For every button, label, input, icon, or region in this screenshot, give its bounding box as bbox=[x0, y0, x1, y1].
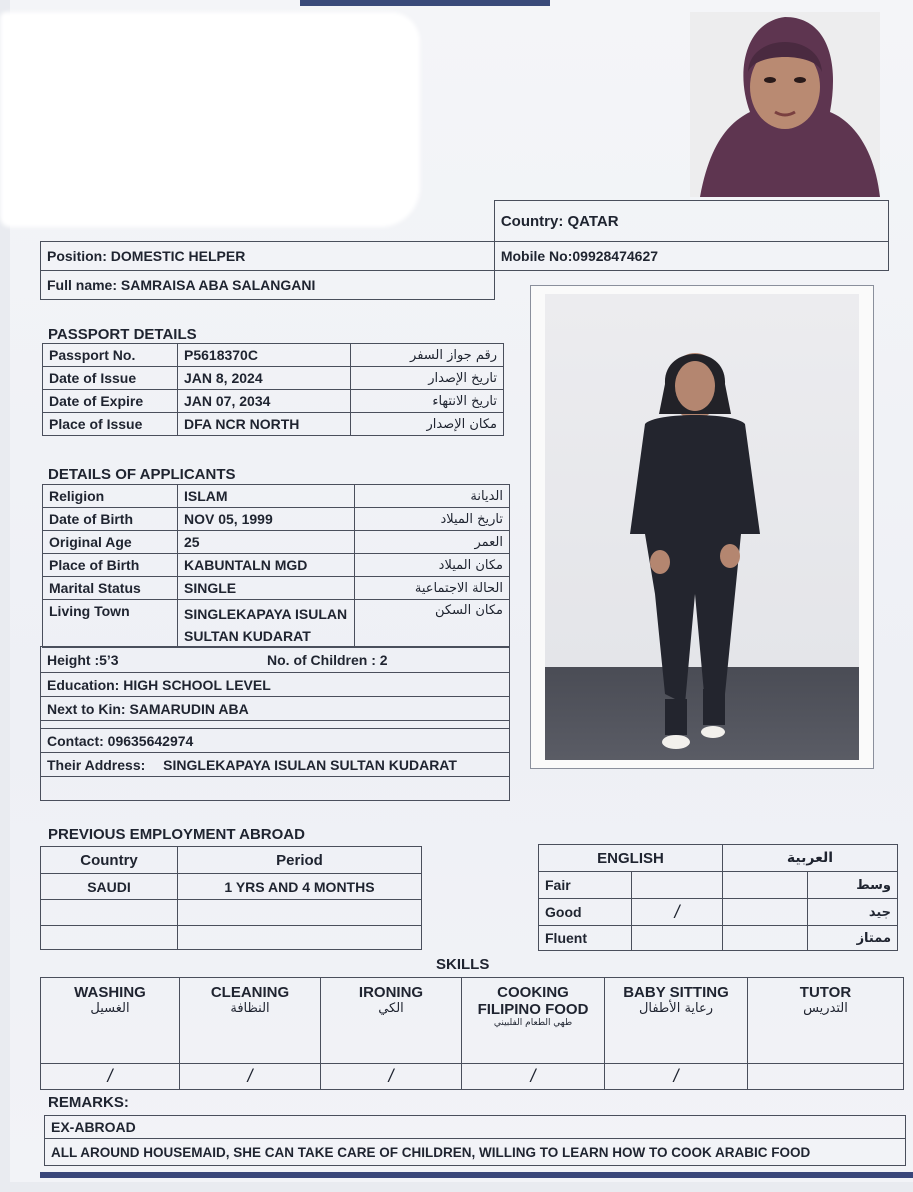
passport-value: DFA NCR NORTH bbox=[178, 413, 351, 436]
skill-label: IRONING bbox=[358, 984, 424, 1001]
table-row bbox=[43, 413, 504, 436]
table-row bbox=[41, 647, 510, 673]
employment-period bbox=[178, 900, 422, 926]
table-row bbox=[41, 900, 422, 926]
applicant-arabic: الحالة الاجتماعية bbox=[355, 577, 510, 600]
fullname-value: SAMRAISA ABA SALANGANI bbox=[120, 277, 316, 294]
skill-arabic: الغسيل bbox=[90, 1001, 130, 1016]
skills-table bbox=[40, 977, 904, 1090]
table-row bbox=[43, 367, 504, 390]
skill-arabic: الكي bbox=[378, 1001, 404, 1016]
applicant-extra-table bbox=[40, 646, 510, 801]
passport-arabic: تاريخ الانتهاء bbox=[351, 390, 504, 413]
language-level-arabic: وسط bbox=[808, 872, 898, 899]
skill-baby-sitting bbox=[605, 978, 748, 1064]
language-level-label: Fluent bbox=[539, 926, 632, 951]
country-label: Country: bbox=[500, 212, 564, 230]
table-row bbox=[45, 1116, 906, 1139]
remarks-title: REMARKS: bbox=[48, 1094, 129, 1111]
table-row bbox=[43, 485, 510, 508]
skill-mark: / bbox=[321, 1064, 462, 1090]
position-cell bbox=[41, 242, 495, 271]
skill-washing bbox=[41, 978, 180, 1064]
skills-title: SKILLS bbox=[436, 956, 490, 973]
living-town-value bbox=[178, 600, 355, 648]
headshot-photo bbox=[690, 12, 880, 197]
employment-table bbox=[40, 846, 422, 950]
full-body-photo bbox=[530, 285, 874, 769]
employment-period: 1 YRS AND 4 MONTHS bbox=[178, 874, 422, 900]
applicant-value: KABUNTALN MGD bbox=[178, 554, 355, 577]
language-level-arabic: ممتاز bbox=[808, 926, 898, 951]
language-table bbox=[538, 844, 898, 951]
applicant-value: SINGLE bbox=[178, 577, 355, 600]
applicant-label: Place of Birth bbox=[43, 554, 178, 577]
language-mark bbox=[632, 872, 723, 899]
passport-label: Date of Issue bbox=[43, 367, 178, 390]
skill-label: CLEANING bbox=[210, 984, 290, 1001]
employment-country bbox=[41, 900, 178, 926]
applicant-arabic: العمر bbox=[355, 531, 510, 554]
passport-arabic: مكان الإصدار bbox=[351, 413, 504, 436]
applicant-arabic: الديانة bbox=[355, 485, 510, 508]
passport-label: Passport No. bbox=[43, 344, 178, 367]
table-row bbox=[539, 926, 898, 951]
skill-mark: / bbox=[41, 1064, 180, 1090]
contact-value: Contact: 09635642974 bbox=[41, 729, 510, 753]
passport-details-title: PASSPORT DETAILS bbox=[48, 326, 197, 343]
applicant-arabic: مكان الميلاد bbox=[355, 554, 510, 577]
redacted-area bbox=[0, 12, 420, 227]
skill-arabic: رعاية الأطفال bbox=[638, 1001, 714, 1016]
living-town-line1: SINGLEKAPAYA ISULAN bbox=[184, 606, 348, 622]
passport-arabic: رقم جواز السفر bbox=[351, 344, 504, 367]
language-level-arabic: جيد bbox=[808, 899, 898, 926]
skill-label-line2: FILIPINO FOOD bbox=[477, 1001, 589, 1018]
table-row bbox=[539, 845, 898, 872]
address-value: SINGLEKAPAYA ISULAN SULTAN KUDARAT bbox=[163, 756, 457, 773]
table-row bbox=[41, 874, 422, 900]
table-row bbox=[41, 673, 510, 697]
children-value: No. of Children : 2 bbox=[261, 647, 510, 673]
passport-value: JAN 07, 2034 bbox=[178, 390, 351, 413]
skill-tutor bbox=[748, 978, 904, 1064]
table-row bbox=[43, 600, 510, 648]
table-row bbox=[41, 1064, 904, 1090]
living-town-line2: SULTAN KUDARAT bbox=[184, 628, 311, 644]
next-to-kin-value: Next to Kin: SAMARUDIN ABA bbox=[41, 697, 510, 721]
passport-arabic: تاريخ الإصدار bbox=[351, 367, 504, 390]
applicant-label: Marital Status bbox=[43, 577, 178, 600]
skill-label: COOKING bbox=[497, 984, 569, 1001]
skill-ironing bbox=[321, 978, 462, 1064]
english-header: ENGLISH bbox=[539, 845, 723, 872]
bottom-edge-bar bbox=[40, 1172, 913, 1178]
skill-label: BABY SITTING bbox=[623, 984, 729, 1001]
table-row bbox=[43, 344, 504, 367]
table-row bbox=[539, 899, 898, 926]
table-row bbox=[41, 847, 422, 874]
arabic-header: العربية bbox=[723, 845, 898, 872]
skill-mark bbox=[748, 1064, 904, 1090]
table-row bbox=[41, 729, 510, 753]
employment-country: SAUDI bbox=[41, 874, 178, 900]
fullname-label: Full name: bbox=[47, 277, 118, 294]
language-level-label: Good bbox=[539, 899, 632, 926]
table-row bbox=[41, 753, 510, 777]
employment-country bbox=[41, 926, 178, 950]
table-row bbox=[45, 1139, 906, 1166]
address-cell bbox=[41, 753, 510, 777]
skill-cooking bbox=[462, 978, 605, 1064]
skill-label: TUTOR bbox=[799, 984, 852, 1001]
education-value: Education: HIGH SCHOOL LEVEL bbox=[41, 673, 510, 697]
mobile-label: Mobile No: bbox=[500, 248, 573, 265]
remarks-table bbox=[44, 1115, 906, 1166]
applicant-value: NOV 05, 1999 bbox=[178, 508, 355, 531]
position-label: Position: bbox=[47, 248, 107, 265]
applicant-label: Religion bbox=[43, 485, 178, 508]
mobile-cell bbox=[494, 242, 888, 271]
employment-period bbox=[178, 926, 422, 950]
table-row bbox=[43, 554, 510, 577]
skill-arabic: طهي الطعام الفلبيني bbox=[493, 1018, 573, 1028]
address-label: Their Address: bbox=[47, 756, 146, 773]
table-row bbox=[43, 577, 510, 600]
passport-table bbox=[42, 343, 504, 436]
applicant-details-title: DETAILS OF APPLICANTS bbox=[48, 466, 236, 483]
applicant-arabic: تاريخ الميلاد bbox=[355, 508, 510, 531]
skill-arabic: النظافة bbox=[230, 1001, 270, 1016]
skill-mark: / bbox=[462, 1064, 605, 1090]
table-row bbox=[41, 926, 422, 950]
skill-label: WASHING bbox=[74, 984, 146, 1001]
remarks-line-1: EX-ABROAD bbox=[45, 1116, 906, 1139]
remarks-line-2: ALL AROUND HOUSEMAID, SHE CAN TAKE CARE OF CHILDREN, WILLING TO LEARN HOW TO COOK ARABIC FOOD bbox=[45, 1139, 906, 1166]
language-mark bbox=[632, 926, 723, 951]
height-value: Height :5’3 bbox=[41, 647, 262, 673]
skill-mark: / bbox=[605, 1064, 748, 1090]
applicant-table bbox=[42, 484, 510, 648]
employment-col-period: Period bbox=[178, 847, 422, 874]
passport-label: Place of Issue bbox=[43, 413, 178, 436]
language-level-label: Fair bbox=[539, 872, 632, 899]
table-row bbox=[41, 697, 510, 721]
skill-mark: / bbox=[180, 1064, 321, 1090]
country-value: QATAR bbox=[567, 212, 619, 230]
skill-cleaning bbox=[180, 978, 321, 1064]
passport-value: JAN 8, 2024 bbox=[178, 367, 351, 390]
top-edge-bar bbox=[300, 0, 550, 6]
fullname-cell bbox=[41, 271, 495, 300]
table-row bbox=[539, 872, 898, 899]
applicant-label: Living Town bbox=[43, 600, 178, 648]
table-row bbox=[43, 390, 504, 413]
passport-value: P5618370C bbox=[178, 344, 351, 367]
language-mark: / bbox=[632, 899, 723, 926]
position-value: DOMESTIC HELPER bbox=[110, 248, 246, 265]
table-row bbox=[41, 978, 904, 1064]
mobile-value: 09928474627 bbox=[572, 248, 659, 265]
country-cell bbox=[494, 201, 888, 242]
passport-label: Date of Expire bbox=[43, 390, 178, 413]
applicant-value: 25 bbox=[178, 531, 355, 554]
applicant-label: Original Age bbox=[43, 531, 178, 554]
applicant-value: ISLAM bbox=[178, 485, 355, 508]
employment-col-country: Country bbox=[41, 847, 178, 874]
employment-title: PREVIOUS EMPLOYMENT ABROAD bbox=[48, 826, 305, 843]
applicant-label: Date of Birth bbox=[43, 508, 178, 531]
table-row bbox=[43, 531, 510, 554]
skill-arabic: التدريس bbox=[803, 1001, 848, 1016]
table-row bbox=[43, 508, 510, 531]
applicant-arabic: مكان السكن bbox=[355, 600, 510, 648]
